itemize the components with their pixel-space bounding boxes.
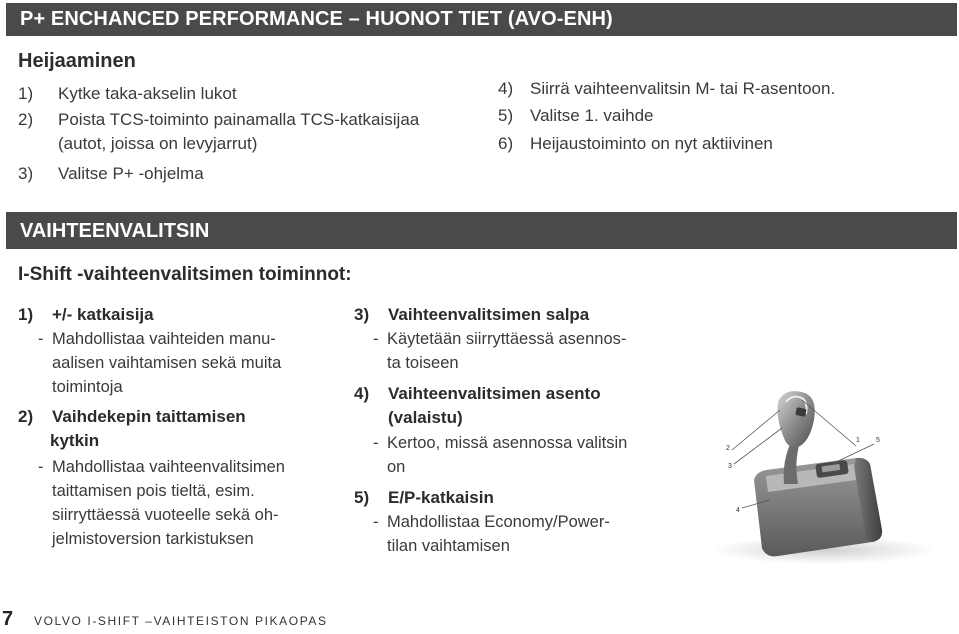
callout-line-3 [734, 428, 782, 464]
section-header-bar [6, 3, 957, 36]
item-title-text: Vaihteenvalitsimen salpa [388, 305, 590, 324]
figure-label-5: 5 [876, 437, 880, 444]
footer-title: VOLVO I-SHIFT –VAIHTEISTON PIKAOPAS [34, 614, 328, 628]
step-text: Valitse P+ -ohjelma [58, 164, 204, 183]
step-text: Kytke taka-akselin lukot [58, 84, 237, 103]
gear-selector-illustration [706, 380, 942, 566]
item-number: 3) [354, 305, 370, 324]
step-text: Heijaustoiminto on nyt aktiivinen [530, 134, 773, 153]
item-title-text: E/P-katkaisin [388, 488, 494, 507]
rocking-step-5 [498, 104, 653, 128]
desc-line: toimintoja [52, 378, 123, 396]
selector-subtitle: I-Shift -vaihteenvalitsimen toiminnot: [18, 264, 352, 285]
rocking-step-1 [18, 82, 237, 106]
page-number: 7 [2, 608, 14, 630]
desc-line: tilan vaihtamisen [387, 537, 510, 555]
desc-line: taittamisen pois tieltä, esim. [52, 482, 255, 500]
selector-header-title: VAIHTEENVALITSIN [20, 220, 210, 242]
desc-line: jelmistoversion tarkistuksen [52, 530, 254, 548]
step-number: 6) [498, 134, 514, 153]
desc-dash: - [373, 434, 379, 452]
figure-label-1: 1 [856, 437, 860, 444]
figure-label-2: 2 [726, 445, 730, 452]
selector-item-4-desc [373, 431, 627, 455]
item-number: 4) [354, 384, 370, 403]
desc-dash: - [38, 330, 44, 348]
item-title-text: (valaistu) [388, 408, 463, 427]
figure-label-4: 4 [736, 507, 740, 514]
selector-item-2-desc [38, 455, 285, 479]
item-title-text: Vaihteenvalitsimen asento [388, 384, 601, 403]
section-header-title: P+ ENCHANCED PERFORMANCE – HUONOT TIET (AVO-ENH) [20, 8, 613, 30]
lever-knob [778, 391, 815, 447]
rocking-step-4 [498, 77, 835, 101]
rocking-step-2 [18, 108, 419, 132]
desc-dash: - [38, 458, 44, 476]
desc-line: aalisen vaihtamisen sekä muita [52, 354, 282, 372]
item-number: 5) [354, 488, 370, 507]
item-number: 2) [18, 407, 34, 426]
figure-label-3: 3 [728, 463, 732, 470]
desc-line: Mahdollistaa Economy/Power- [387, 513, 610, 531]
selector-item-1-desc [38, 327, 276, 351]
selector-header-bar [6, 212, 957, 249]
rocking-step-3 [18, 162, 204, 186]
desc-line: Käytetään siirryttäessä asennos- [387, 330, 627, 348]
desc-line: on [387, 458, 406, 476]
rocking-step-2-cont [58, 132, 257, 156]
callout-line-2 [732, 410, 780, 450]
item-title-text: Vaihdekepin taittamisen [52, 407, 246, 426]
step-number: 4) [498, 79, 514, 98]
step-number: 3) [18, 164, 34, 183]
desc-line: Kertoo, missä asennossa valitsin [387, 434, 628, 452]
step-number: 2) [18, 110, 34, 129]
rocking-step-6 [498, 132, 773, 156]
desc-line: siirryttäessä vuoteelle sekä oh- [52, 506, 279, 524]
step-text: Valitse 1. vaihde [530, 106, 654, 125]
step-text: Siirrä vaihteenvalitsin M- tai R-asentoon. [530, 79, 836, 98]
selector-item-3-desc [373, 327, 626, 351]
selector-item-5-desc [373, 510, 610, 534]
page-footer [0, 608, 959, 634]
item-title-text: kytkin [50, 431, 100, 450]
item-title-text: +/- katkaisija [52, 305, 154, 324]
desc-line: ta toiseen [387, 354, 459, 372]
rocking-title: Heijaaminen [18, 50, 136, 72]
selector-item-2-title [18, 405, 246, 429]
desc-dash: - [373, 330, 379, 348]
selector-item-3-title [354, 303, 589, 327]
selector-item-4-title [354, 382, 601, 406]
step-text: Poista TCS-toiminto painamalla TCS-katkaisijaa [58, 110, 420, 129]
step-text: (autot, joissa on levyjarrut) [58, 134, 258, 153]
selector-item-1-title [18, 303, 154, 327]
selector-item-5-title [354, 486, 494, 510]
step-number: 1) [18, 84, 34, 103]
item-number: 1) [18, 305, 34, 324]
desc-line: Mahdollistaa vaihteenvalitsimen [52, 458, 285, 476]
desc-line: Mahdollistaa vaihteiden manu- [52, 330, 276, 348]
step-number: 5) [498, 106, 514, 125]
desc-dash: - [373, 513, 379, 531]
